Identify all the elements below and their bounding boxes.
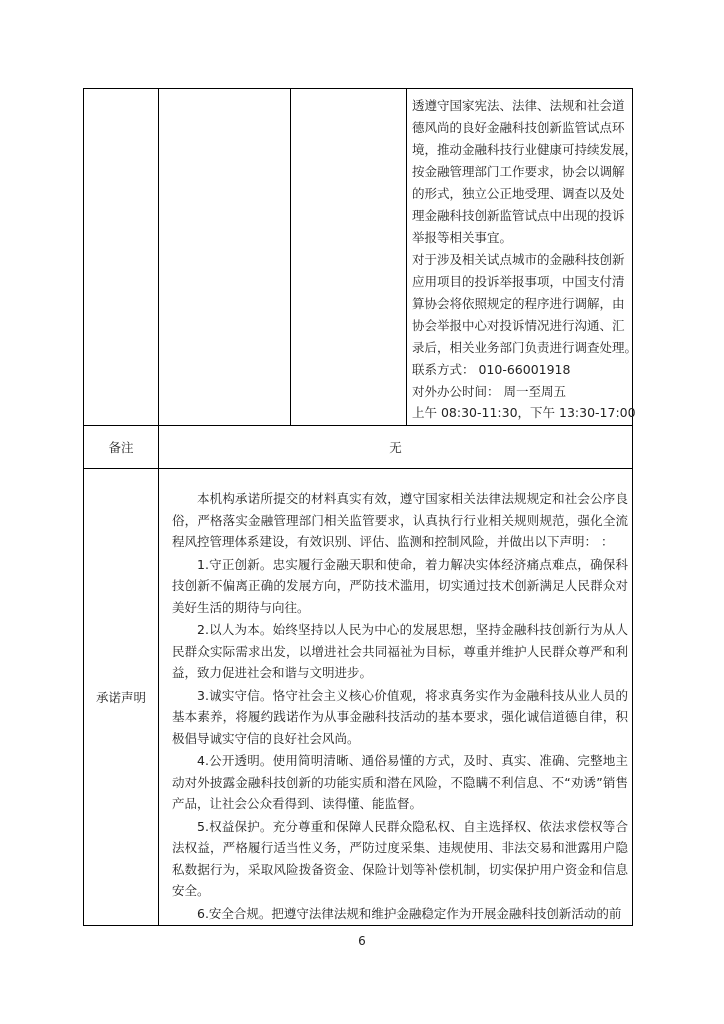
page-number: 6 (358, 934, 366, 948)
text-line: 录后，相关业务部门负责进行调查处理。 (412, 340, 638, 355)
text-line: 按金融管理部门工作要求，协会以调解 (412, 164, 625, 179)
commitment-label: 承诺声明 (95, 690, 146, 705)
remarks-value: 无 (389, 440, 402, 455)
commitment-item: 3.诚实守信。恪守社会主义核心价值观，将求真务实作为金融科技从业人员的基本素养，将履约践诺作为从事金融科技活动的基本要求，强化诚信道德自律，积极倡导诚实守信的良好社会风尚。 (172, 687, 628, 746)
text-line: 对于涉及相关试点城市的金融科技创新 (412, 252, 625, 267)
text-line: 协会举报中心对投诉情况进行沟通、汇 (412, 318, 625, 333)
commitment-item: 2.以人为本。始终坚持以人民为中心的发展思想，坚持金融科技创新行为从人民群众实际需求出发，以增进社会共同福祉为目标，尊重并维护人民群众尊严和利益，致力促进社会和谐与文明进步。 (172, 622, 628, 680)
commitment-intro: 本机构承诺所提交的材料真实有效，遵守国家相关法律法规规定和社会公序良俗，严格落实金融管理部门相关监管要求，认真执行行业相关规则规范，强化全流程风控管理体系建设，有效识别、评估、监测和控制风险，并做出以下声明： ： (172, 491, 628, 549)
text-line: 透遵守国家宪法、法律、法规和社会道 (412, 98, 625, 113)
commitment-item: 5.权益保护。充分尊重和保障人民群众隐私权、自主选择权、依法求偿权等合法权益，严格履行适当性义务，严防过度采集、违规使用、非法交易和泄露用户隐私数据行为，采取风险拨备资金、保险计划等补偿机制，切实保护用户资金和信息安全。 (172, 818, 628, 898)
text-line: 举报等相关事宜。 (412, 230, 513, 245)
commitment-item: 1.守正创新。忠实履行金融天职和使命，着力解决实体经济痛点难点，确保科技创新不偏离正确的发展方向，严防技术滥用，切实通过技术创新满足人民群众对美好生活的期待与向往。 (172, 556, 628, 615)
contact-phone: 联系方式： 010-66001918 (412, 362, 571, 377)
office-hours-times: 上午 08:30-11:30，下午 13:30-17:00 (412, 405, 636, 420)
text-line: 理金融科技创新监管试点中出现的投诉 (412, 208, 625, 223)
text-line: 境，推动金融科技行业健康可持续发展， (412, 142, 638, 157)
commitment-item: 4.公开透明。使用简明清晰、通俗易懂的方式，及时、真实、准确、完整地主动对外披露金融科技创新的功能实质和潜在风险，不隐瞒不利信息、不“劝诱”销售产品，让社会公众看得到、读得懂、能监督。 (172, 753, 628, 811)
text-line: 的形式，独立公正地受理、调查以及处 (412, 186, 625, 201)
office-hours-days: 对外办公时间： 周一至周五 (412, 384, 566, 399)
text-line: 算协会将依照规定的程序进行调解，由 (412, 296, 625, 311)
remarks-label: 备注 (108, 440, 134, 455)
commitment-statement (172, 488, 628, 925)
text-line: 应用项目的投诉举报事项，中国支付清 (412, 274, 625, 289)
text-line: 德风尚的良好金融科技创新监管试点环 (412, 120, 625, 135)
commitment-item: 6.安全合规。把遵守法律法规和维护金融稳定作为开展金融科技创新活动的前 (197, 905, 622, 921)
